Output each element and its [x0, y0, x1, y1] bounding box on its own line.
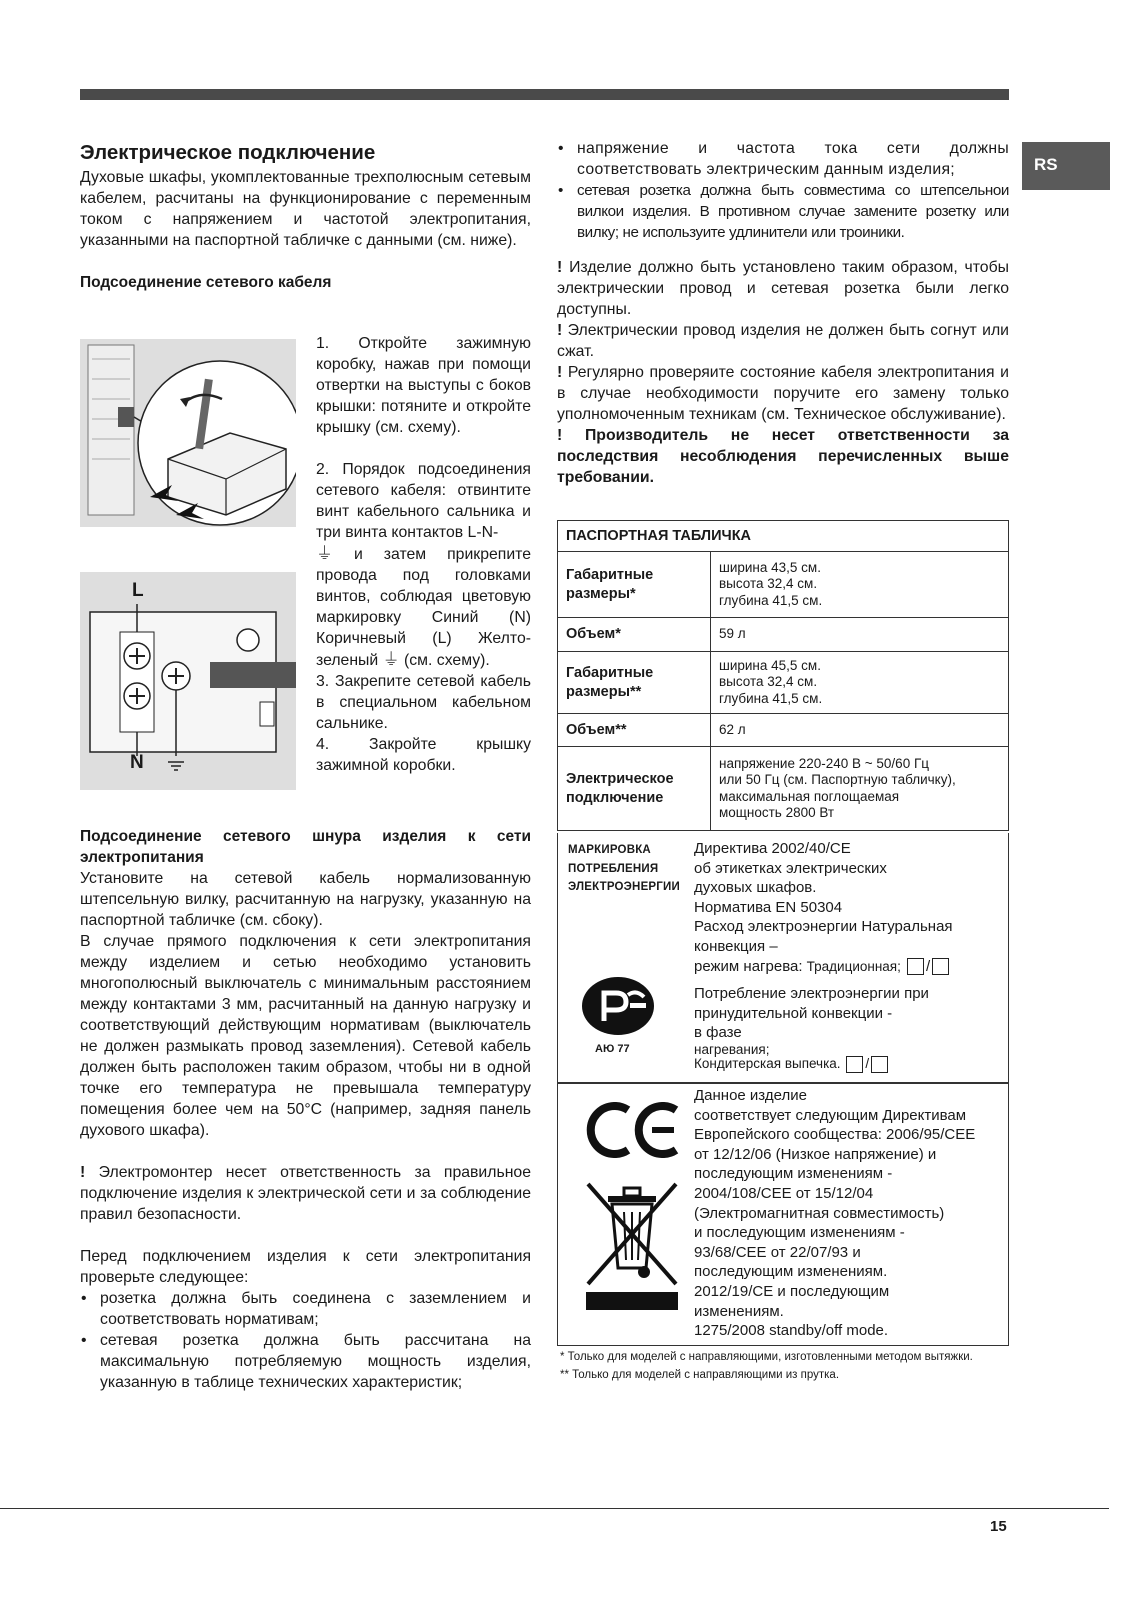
subheading-mains: Подсоединение сетевого шнура изделия к сети электропитания — [80, 828, 531, 866]
warning-text: Электрическии провод изделия не должен быть согнут или сжат. — [557, 322, 1009, 360]
step-1: 1. Откройте зажимную коробку, нажав при помощи отвертки на выступы с боков крышки: потяните и откройте крышку (см. схему). — [316, 335, 531, 436]
mains-connection-section — [80, 826, 531, 1393]
weee-bin-icon — [584, 1180, 680, 1312]
paragraph-electrician — [80, 1162, 531, 1225]
row-label: Габаритные размеры* — [558, 552, 711, 618]
header-rule — [80, 89, 1009, 100]
row-label: Габаритные размеры** — [558, 652, 711, 714]
ce-compliance-box — [557, 1083, 1009, 1346]
table-row — [558, 618, 1009, 652]
ce-compliance-text: Данное изделие соответствует следующим Директивам Европейского сообщества: 2006/95/CEE от 12/12/06 (Низкое напряжение) и последующим изменениям - 2004/108/CEE от 15/12/04 (Электромагнитная совместимость) и последующим изменениям - 93/68/CEE от 22/07/93 и последующим изменениям. 2012/19/CE и последующим изменениям. 1275/2008 standby/off mode. — [694, 1087, 976, 1340]
pastry-mode-icon — [846, 1056, 863, 1073]
warning-manufacturer: ! Производитель не несет ответственности за последствия несоблюдения перечисленных выше требовании. — [557, 427, 1009, 486]
warning-mark: ! — [557, 364, 563, 381]
row-label: Электрическое подключение — [558, 747, 711, 831]
connection-steps — [316, 333, 531, 776]
section-title: Электрическое подключение — [80, 141, 376, 164]
step-2 — [316, 459, 531, 671]
check-bullet: • напряжение и частота тока сети должны соответствовать электрическим данным изделия; — [557, 138, 1009, 180]
fan-mode-icon — [932, 958, 949, 975]
rating-plate-table — [557, 520, 1009, 831]
footnote: * Только для моделей с направляющими, изготовленными методом вытяжки. — [560, 1351, 973, 1363]
energy-label-box — [557, 833, 1009, 1083]
row-value: ширина 43,5 см. высота 32,4 см. глубина 41,5 см. — [711, 552, 1009, 618]
label-l: L — [132, 580, 144, 601]
earth-icon: ⏚ — [382, 650, 400, 669]
table-header: ПАСПОРТНАЯ ТАБЛИЧКА — [558, 521, 1009, 552]
left-column — [80, 138, 531, 293]
gost-certification-logo — [580, 975, 658, 1037]
row-label: Объем** — [558, 714, 711, 747]
step-2-text-a: 2. Порядок подсоединения сетевого кабеля: отвинтите винт кабельного сальника и три винта контактов L-N- — [316, 461, 531, 541]
language-tab — [1022, 142, 1110, 190]
intro-paragraph: Духовые шкафы, укомплектованные трехполюсным сетевым кабелем, расчитаны на функционирование с переменным током с напряжением и частотой электропитания, указанными на паспортной табличке с данными (см. ниже). — [80, 169, 531, 249]
step-2-text-b: и затем прикрепите провода под головками винтов, соблюдая цветовую маркировку Синий (N) Коричневый (L) Желто-зеленый — [316, 546, 531, 669]
footnote: ** Только для моделей с направляющими из прутка. — [560, 1369, 840, 1381]
page-number: 15 — [990, 1518, 1007, 1535]
warning-cable-check — [557, 362, 1009, 425]
electrician-text: Электромонтер несет ответственность за правильное подключение изделия к электрической сети и за соблюдение правил безопасности. — [80, 1164, 531, 1223]
energy-label-text: Директива 2002/40/CE об этикетках электрических духовых шкафов. Норматива EN 50304 Расход электроэнергии Натуральная конвекция – режим нагрева: Традиционная; / Потребление электроэнергии при принудительной конвекции - в фазе нагревания; Кондитерская выпечка. / — [694, 840, 953, 1071]
language-code: RS — [1034, 155, 1058, 174]
row-label: Объем* — [558, 618, 711, 652]
warning-mark: ! — [557, 322, 563, 339]
row-value: ширина 45,5 см. высота 32,4 см. глубина 41,5 см. — [711, 652, 1009, 714]
check-bullet: • сетевая розетка должна быть совместима со штепсельнои вилкои изделия. В противном случае замените розетку или вилку; не используите удлинители или троиники. — [557, 180, 1009, 243]
warning-mark: ! — [557, 259, 563, 276]
ce-mark-icon — [586, 1102, 682, 1158]
warning-accessible — [557, 257, 1009, 320]
terminal-block-figure — [80, 572, 296, 790]
warning-text: Регулярно проверяите состояние кабеля электропитания и в случае необходимости поручите его замену только уполномоченным техникам (см. Техническое обслуживание). — [557, 364, 1009, 423]
warning-mark: ! — [80, 1164, 86, 1181]
step-4: 4. Закройте крышку зажимной коробки. — [316, 736, 531, 774]
warning-cable-bend — [557, 320, 1009, 362]
label-n: N — [130, 752, 144, 773]
table-row — [558, 652, 1009, 714]
footer-rule — [0, 1508, 1109, 1509]
table-row — [558, 747, 1009, 831]
row-value: 59 л — [711, 618, 1009, 652]
paragraph-check: Перед подключением изделия к сети электропитания проверьте следующее: — [80, 1248, 531, 1286]
check-bullet: • сетевая розетка должна быть рассчитана на максимальную потребляемую мощность изделия, указанную в таблице технических характеристик; — [80, 1330, 531, 1393]
earth-icon: ⏚ — [316, 544, 333, 563]
row-value: 62 л — [711, 714, 1009, 747]
paragraph-plug: Установите на сетевой кабель нормализованную штепсельную вилку, расчитанную на нагрузку, указанную на паспортной табличке (см. сбоку). — [80, 870, 531, 929]
subheading-cable: Подсоединение сетевого кабеля — [80, 274, 332, 291]
row-value: напряжение 220-240 В ~ 50/60 Гц или 50 Гц (см. Паспортную табличку), максимальная поглощаемая мощность 2800 Вт — [711, 747, 1009, 831]
right-column — [557, 138, 1009, 488]
paragraph-direct-connection: В случае прямого подключения к сети электропитания между изделием и сетью необходимо установить многополюсный выключатель с минимальным расстоянием между контактами 3 мм, расчитанный на данную нагрузку и соответствующий действующим нормативам (выключатель не должен размыкать провод заземления). Сетевой кабель должен быть расположен таким образом, чтобы ни в одной точке его температура не превышала температуру помещения более чем на 50°С (например, задняя панель духового шкафа). — [80, 933, 531, 1139]
check-bullet: • розетка должна быть соединена с заземлением и соответствовать нормативам; — [80, 1288, 531, 1330]
warning-text: Изделие должно быть установлено таким образом, чтобы электрическии провод и сетевая розетка были легко доступны. — [557, 259, 1009, 318]
conventional-mode-icon — [907, 958, 924, 975]
step-2-text-c: (см. схему). — [399, 652, 490, 669]
pastry-fan-mode-icon — [871, 1056, 888, 1073]
energy-label-heading: МАРКИРОВКА ПОТРЕБЛЕНИЯ ЭЛЕКТРОЭНЕРГИИ — [568, 844, 680, 893]
certificate-code: АЮ 77 — [595, 1043, 630, 1055]
step-3: 3. Закрепите сетевой кабель в специальном кабельном сальнике. — [316, 673, 531, 732]
table-row — [558, 714, 1009, 747]
table-row — [558, 552, 1009, 618]
junction-box-figure — [80, 339, 296, 527]
